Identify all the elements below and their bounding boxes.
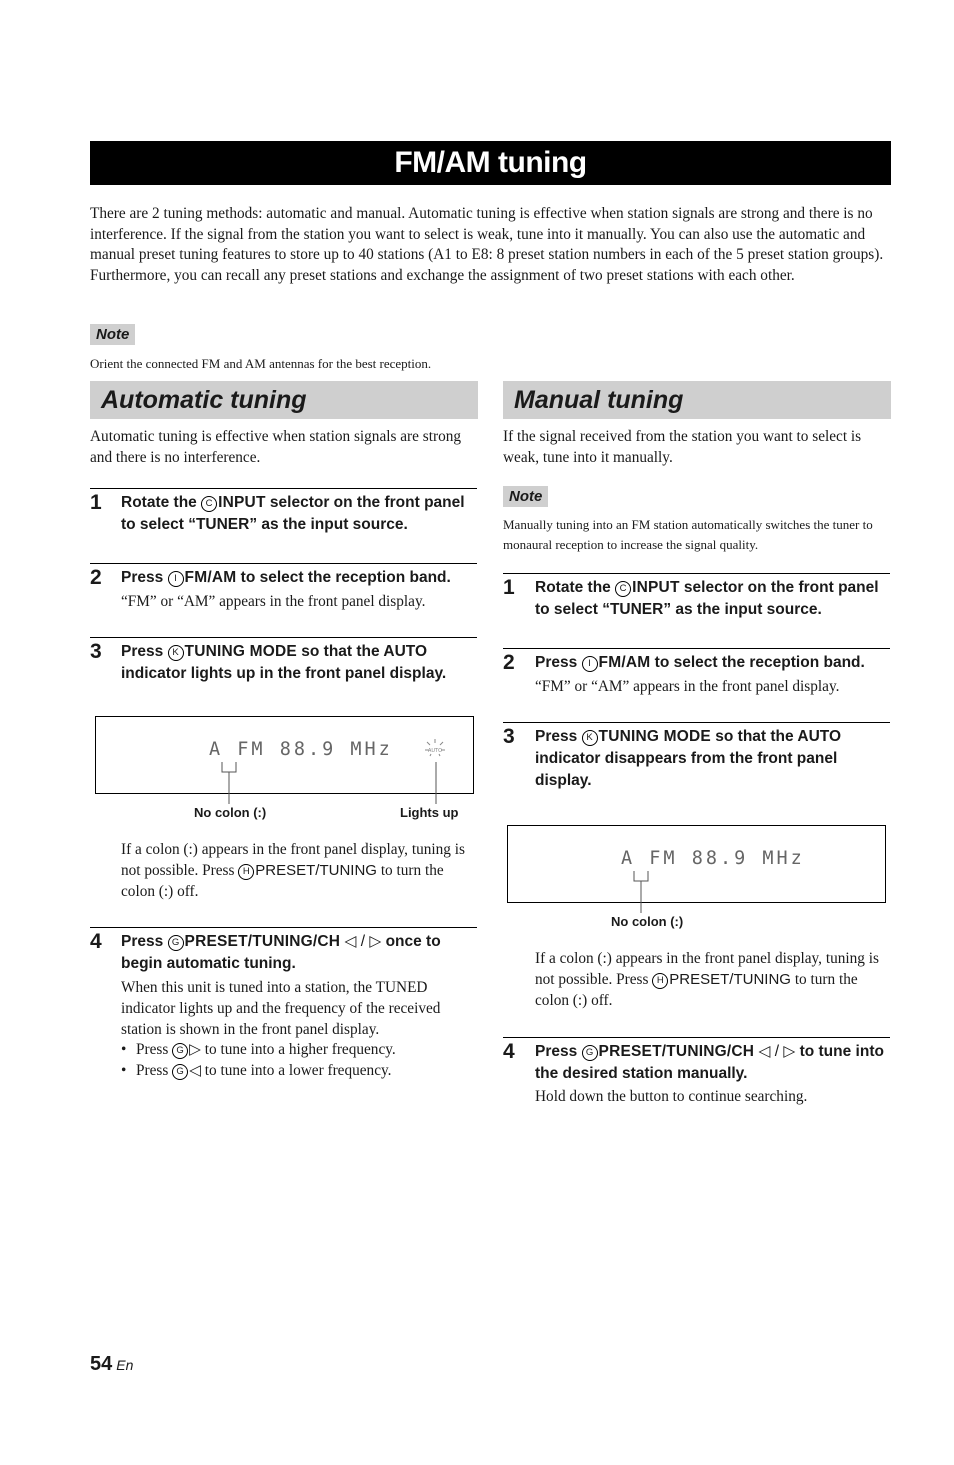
input-selector-icon: C [201,496,217,512]
auto-step4-detail: When this unit is tuned into a station, the TUNED indicator lights up and the frequency of the received station is shown in the front panel display. [121,979,441,1038]
preset-tuning-ch-key-label: PRESET/TUNING/CH [598,1043,755,1060]
auto-indicator-icon [422,737,448,759]
step-divider [503,1037,890,1038]
manual-step3-instruction: Press K TUNING MODE so that the AUTO indicator disappears from the front panel display. [535,728,842,789]
input-key-label: INPUT [218,494,266,511]
auto-step4-bullets [121,1039,479,1081]
auto-step2-detail: “FM” or “AM” appears in the front panel display. [121,593,426,610]
preset-tuning-key-label: PRESET/TUNING [255,862,377,879]
automatic-tuning-heading: Automatic tuning [90,381,478,419]
step-divider [90,927,477,928]
fmam-button-icon: I [582,656,598,672]
step-number: 4 [503,1040,515,1063]
preset-tuning-ch-button-icon: G [172,1064,188,1080]
arrow-keys-glyph: ◁ / ▷ [758,1043,796,1060]
step-number: 1 [503,576,515,599]
step-number: 3 [90,640,102,663]
step-divider [90,637,477,638]
auto-colon-instructions: If a colon (:) appears in the front panel display, tuning is not possible. Press H PRESET/TUNING to turn the colon (:) off. [121,841,465,900]
page-title: FM/AM tuning [90,141,891,185]
preset-tuning-button-icon: H [652,973,668,989]
arrow-keys-glyph: ◁ / ▷ [344,933,382,950]
fmam-button-icon: I [168,571,184,587]
input-selector-icon: C [615,581,631,597]
fmam-key-label: FM/AM [598,654,651,671]
note-label: Note [90,324,135,345]
auto-indicator-label: AUTO [427,748,443,754]
step-number: 2 [90,566,102,589]
automatic-intro: Automatic tuning is effective when station signals are strong and there is no interference. [90,428,462,466]
page-number-value: 54 [90,1353,113,1375]
lights-up-callout: Lights up [400,805,459,820]
preset-tuning-ch-button-icon: G [172,1043,188,1059]
step-number: 1 [90,491,102,514]
no-colon-callout: No colon (:) [194,805,267,820]
tuning-mode-key-label: TUNING MODE [184,643,297,660]
no-colon-callout: No colon (:) [611,914,684,929]
page-language: En [116,1357,134,1373]
auto-step4-instruction: Press G PRESET/TUNING/CH ◁ / ▷ once to begin automatic tuning. [121,933,441,972]
step-divider [90,488,477,489]
display-frequency-readout: A FM 88.9 MHz [621,848,805,869]
manual-step2-detail: “FM” or “AM” appears in the front panel display. [535,678,840,695]
manual-note-text: Manually tuning into an FM station automatically switches the tuner to monaural reception to increase the signal quality. [503,517,873,552]
note-label: Note [503,486,548,507]
input-key-label: INPUT [632,579,680,596]
manual-step4-instruction: Press G PRESET/TUNING/CH ◁ / ▷ to tune into the desired station manually. [535,1043,884,1082]
auto-step1-instruction: Rotate the C INPUT selector on the front panel to select “TUNER” as the input source. [121,494,465,533]
callout-lines [612,869,672,915]
step-divider [503,648,890,649]
intro-paragraph: There are 2 tuning methods: automatic and manual. Automatic tuning is effective when station signals are strong and there is no interference. If the signal from the station you want to select is weak, tune into it manually. You can also use the automatic and manual preset tuning features to store up to 40 stations (A1 to E8: 8 preset station numbers in each of the 5 preset station groups). Furthermore, you can recall any preset stations and exchange the assignment of two preset stations with each other. [90,205,884,284]
fmam-key-label: FM/AM [184,569,237,586]
auto-step2-instruction: Press I FM/AM to select the reception band. [121,569,451,586]
step-divider [90,563,477,564]
step-number: 4 [90,930,102,953]
auto-step3-instruction: Press K TUNING MODE so that the AUTO indicator lights up in the front panel display. [121,643,447,682]
manual-step2-instruction: Press I FM/AM to select the reception band. [535,654,865,671]
step-number: 3 [503,725,515,748]
manual-intro: If the signal received from the station you want to select is weak, tune into it manually. [503,428,862,466]
tuning-mode-button-icon: K [582,730,598,746]
note-text: Orient the connected FM and AM antennas for the best reception. [90,356,432,371]
list-item: • Press G ▷ to tune into a higher frequency. [121,1039,479,1060]
preset-tuning-ch-key-label: PRESET/TUNING/CH [184,933,341,950]
tuning-mode-key-label: TUNING MODE [598,728,711,745]
list-item: • Press G ◁ to tune into a lower frequency. [121,1060,479,1081]
step-number: 2 [503,651,515,674]
tuning-mode-button-icon: K [168,645,184,661]
page-number [90,1353,133,1376]
manual-step4-detail: Hold down the button to continue searching. [535,1088,808,1105]
manual-step1-instruction: Rotate the C INPUT selector on the front panel to select “TUNER” as the input source. [535,579,879,618]
preset-tuning-key-label: PRESET/TUNING [669,971,791,988]
right-arrow-icon: ▷ [189,1041,201,1058]
step-divider [503,722,890,723]
front-panel-display-illustration [507,825,886,903]
preset-tuning-ch-button-icon: G [168,935,184,951]
preset-tuning-ch-button-icon: G [582,1045,598,1061]
manual-tuning-heading: Manual tuning [503,381,891,419]
callout-lines [200,760,470,806]
left-arrow-icon: ◁ [189,1062,201,1079]
step-divider [503,573,890,574]
display-frequency-readout: A FM 88.9 MHz [209,739,393,760]
manual-colon-instructions: If a colon (:) appears in the front panel display, tuning is not possible. Press H PRESET/TUNING to turn the colon (:) off. [535,950,879,1009]
preset-tuning-button-icon: H [238,864,254,880]
